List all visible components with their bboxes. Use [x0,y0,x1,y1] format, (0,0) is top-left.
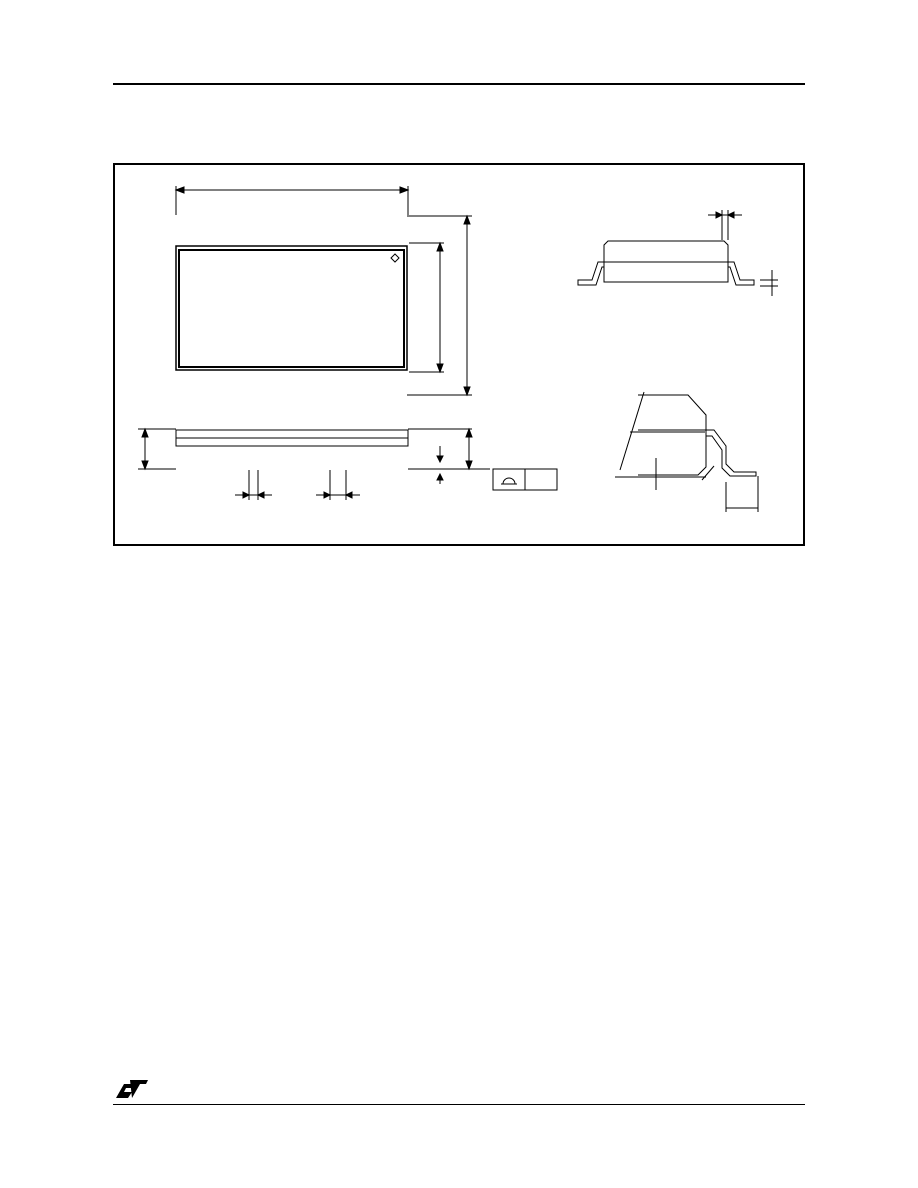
st-logo [112,1078,148,1102]
drawing-border [114,164,804,545]
footer-rule [113,1104,805,1105]
top-view-body [176,246,407,370]
